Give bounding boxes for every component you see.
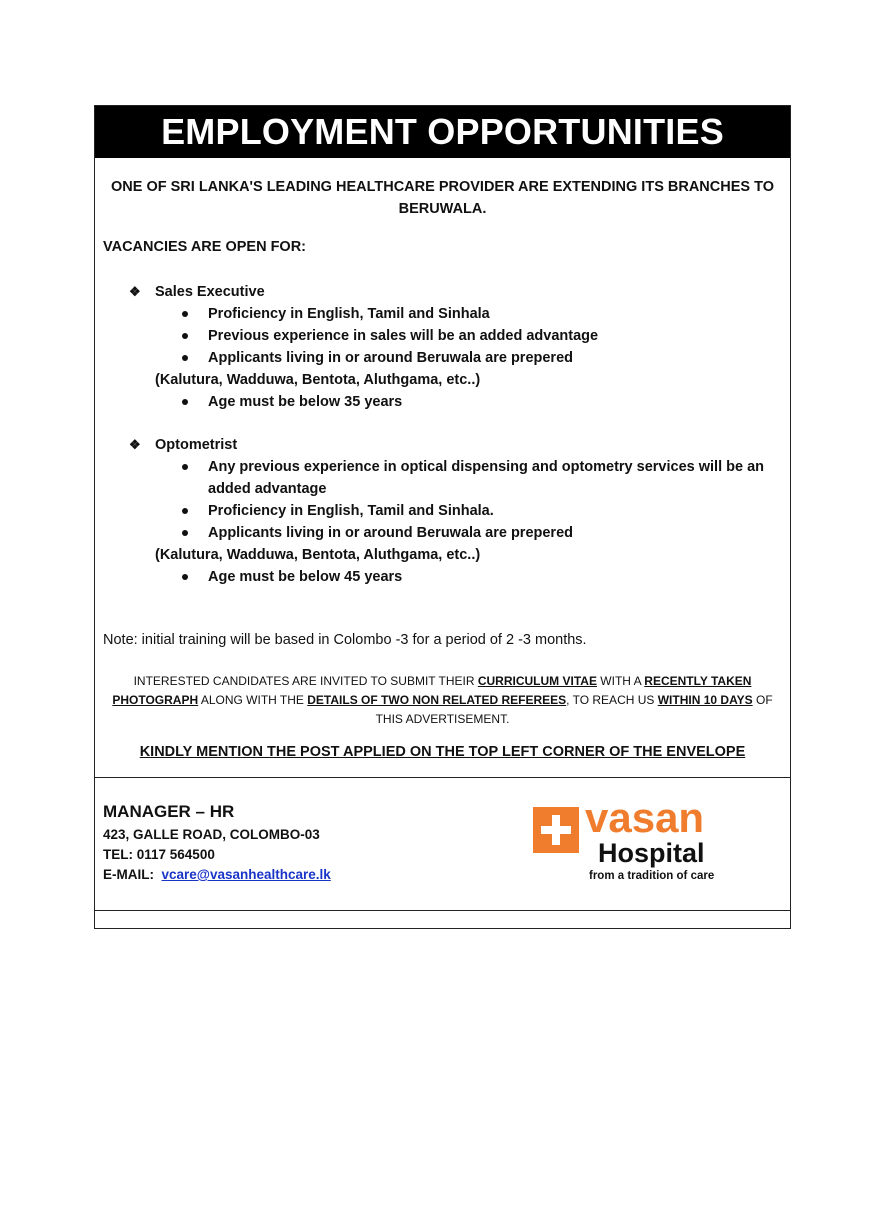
bullet-icon	[182, 464, 188, 470]
list-item: Applicants living in or around Beruwala are prepered	[95, 347, 790, 369]
list-item: Proficiency in English, Tamil and Sinhala	[95, 303, 790, 325]
position-optometrist	[95, 434, 790, 588]
position-sales-executive	[95, 281, 790, 413]
logo-sub: Hospital	[598, 838, 705, 868]
divider	[95, 777, 790, 778]
telephone: TEL: 0117 564500	[103, 847, 215, 862]
training-note: Note: initial training will be based in Colombo -3 for a period of 2 -3 months.	[103, 632, 587, 648]
intro-text: ONE OF SRI LANKA'S LEADING HEALTHCARE PROVIDER ARE EXTENDING ITS BRANCHES TO BERUWALA.	[111, 179, 774, 217]
list-item: Age must be below 45 years	[95, 566, 790, 588]
locations-text: (Kalutura, Wadduwa, Bentota, Aluthgama, etc..)	[155, 547, 481, 563]
diamond-bullet-icon: ❖	[129, 437, 141, 452]
list-item: Proficiency in English, Tamil and Sinhala.	[95, 500, 790, 522]
advertisement	[94, 105, 791, 929]
divider	[95, 910, 790, 911]
role-title: Optometrist	[155, 437, 238, 453]
address: 423, GALLE ROAD, COLOMBO-03	[103, 827, 320, 842]
envelope-instruction: KINDLY MENTION THE POST APPLIED ON THE TOP LEFT CORNER OF THE ENVELOPE	[139, 744, 746, 760]
bullet-icon	[182, 508, 188, 514]
list-item: Any previous experience in optical dispensing and optometry services will be an added advantage	[95, 456, 790, 500]
email-line: E-MAIL: vcare@vasanhealthcare.lk	[103, 867, 331, 882]
page-title: EMPLOYMENT OPPORTUNITIES	[95, 106, 790, 158]
bullet-icon	[182, 333, 188, 339]
list-item: Applicants living in or around Beruwala are prepered	[95, 522, 790, 544]
application-instructions: INTERESTED CANDIDATES ARE INVITED TO SUBMIT THEIR CURRICULUM VITAE WITH A RECENTLY TAKEN PHOTOGRAPH ALONG WITH THE DETAILS OF TWO NON RELATED REFEREES, TO REACH US WITHIN 10 DAYS OF THIS ADVERTISEMENT.	[112, 674, 773, 726]
logo-word: vasan	[585, 799, 705, 841]
diamond-bullet-icon: ❖	[129, 284, 141, 299]
role-title: Sales Executive	[155, 284, 265, 300]
list-item: Age must be below 35 years	[95, 391, 790, 413]
vacancies-heading: VACANCIES ARE OPEN FOR:	[103, 239, 307, 255]
contact-block	[103, 799, 331, 885]
bullet-icon	[182, 355, 188, 361]
list-item: Previous experience in sales will be an added advantage	[95, 325, 790, 347]
bullet-icon	[182, 311, 188, 317]
bullet-icon	[182, 574, 188, 580]
email-link[interactable]: vcare@vasanhealthcare.lk	[161, 867, 331, 882]
logo-tagline: from a tradition of care	[589, 870, 715, 881]
bullet-icon	[182, 530, 188, 536]
vasan-hospital-logo	[533, 799, 743, 881]
locations-text: (Kalutura, Wadduwa, Bentota, Aluthgama, etc..)	[155, 372, 481, 388]
bullet-icon	[182, 399, 188, 405]
logo-cross-horizontal	[541, 826, 571, 834]
manager-title: MANAGER – HR	[103, 802, 235, 821]
